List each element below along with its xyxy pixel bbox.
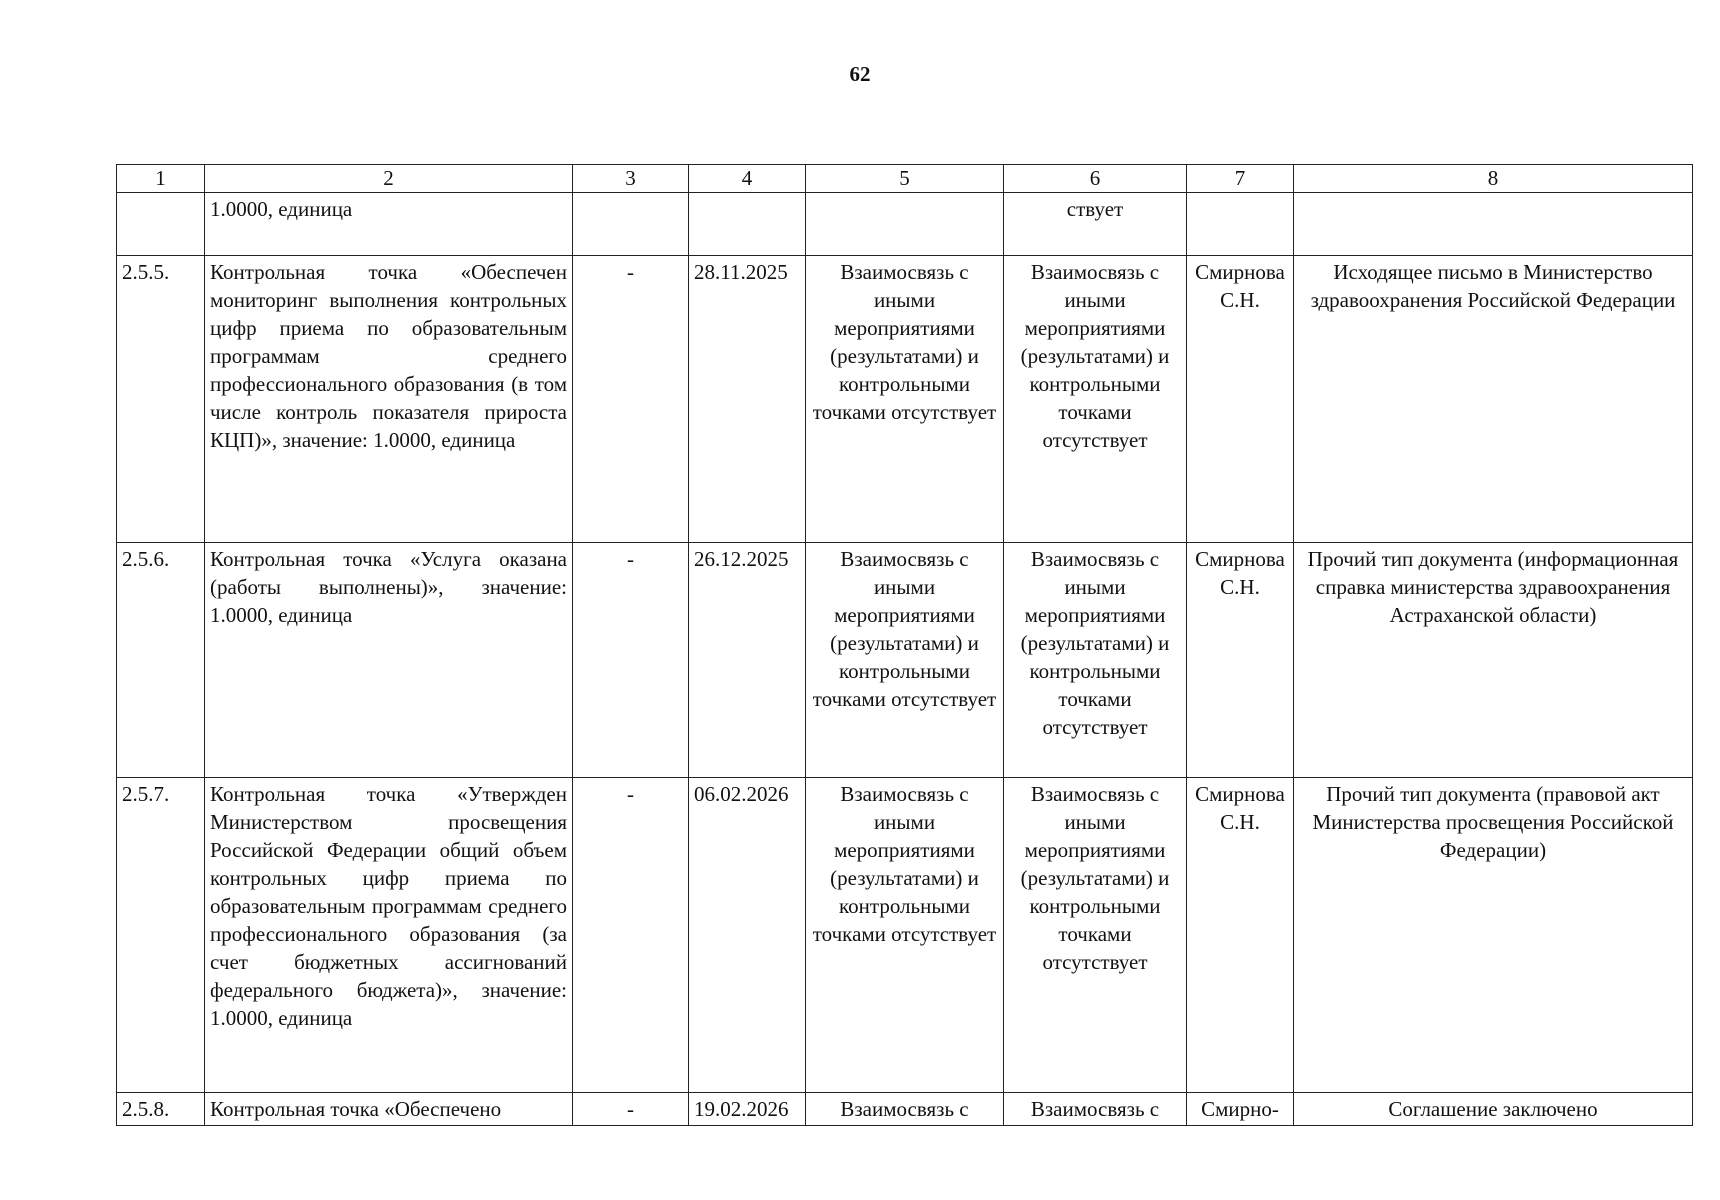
header-col-5: 5 [806,165,1004,193]
row-responsible: Смирнова С.Н. [1187,256,1294,543]
row-name: Контрольная точка «Услуга оказана (работы выполнены)», значение: 1.0000, единица [205,543,573,778]
row-date [689,193,806,256]
header-col-8: 8 [1294,165,1693,193]
row-date: 19.02.2026 [689,1093,806,1126]
row-name: Контрольная точка «Утвержден Министерством просвещения Российской Федерации общий объем контрольных цифр приема по образовательным программам среднего профессионального образования (за счет бюджетных ассигнований федерального бюджета)», значение: 1.0000, единица [205,778,573,1093]
row-col6: ствует [1004,193,1187,256]
header-col-6: 6 [1004,165,1187,193]
row-document: Соглашение заключено [1294,1093,1693,1126]
row-col3 [573,193,689,256]
row-date: 28.11.2025 [689,256,806,543]
row-date: 26.12.2025 [689,543,806,778]
table-row [117,1093,1693,1126]
table-row [117,193,1693,256]
row-number: 2.5.7. [117,778,205,1093]
row-responsible: Смирнова С.Н. [1187,778,1294,1093]
row-date: 06.02.2026 [689,778,806,1093]
row-responsible [1187,193,1294,256]
row-col6: Взаимосвязь с [1004,1093,1187,1126]
row-col3: - [573,543,689,778]
header-row [117,165,1693,193]
row-document [1294,193,1693,256]
row-document: Исходящее письмо в Министерство здравоохранения Российской Федерации [1294,256,1693,543]
row-col6: Взаимосвязь с иными мероприятиями (результатами) и контрольными точками отсутствует [1004,256,1187,543]
header-col-3: 3 [573,165,689,193]
row-col5: Взаимосвязь с иными мероприятиями (результатами) и контрольными точками отсутствует [806,778,1004,1093]
table-row [117,256,1693,543]
plan-table [116,164,1693,1126]
row-responsible: Смирно- [1187,1093,1294,1126]
row-col6: Взаимосвязь с иными мероприятиями (результатами) и контрольными точками отсутствует [1004,543,1187,778]
row-name: 1.0000, единица [205,193,573,256]
row-col5: Взаимосвязь с [806,1093,1004,1126]
row-name: Контрольная точка «Обеспечено [205,1093,573,1126]
row-col6: Взаимосвязь с иными мероприятиями (результатами) и контрольными точками отсутствует [1004,778,1187,1093]
row-document: Прочий тип документа (информационная справка министерства здравоохранения Астраханской области) [1294,543,1693,778]
header-col-4: 4 [689,165,806,193]
row-document: Прочий тип документа (правовой акт Министерства просвещения Российской Федерации) [1294,778,1693,1093]
row-col3: - [573,778,689,1093]
row-responsible: Смирнова С.Н. [1187,543,1294,778]
row-col5: Взаимосвязь с иными мероприятиями (результатами) и контрольными точками отсутствует [806,256,1004,543]
table-row [117,778,1693,1093]
row-col3: - [573,256,689,543]
row-number: 2.5.5. [117,256,205,543]
header-col-2: 2 [205,165,573,193]
row-col5 [806,193,1004,256]
row-name: Контрольная точка «Обеспечен мониторинг выполнения контрольных цифр приема по образовательным программам среднего профессионального образования (в том числе контроль показателя прироста КЦП)», значение: 1.0000, единица [205,256,573,543]
row-number: 2.5.8. [117,1093,205,1126]
row-number [117,193,205,256]
table-row [117,543,1693,778]
row-number: 2.5.6. [117,543,205,778]
row-col5: Взаимосвязь с иными мероприятиями (результатами) и контрольными точками отсутствует [806,543,1004,778]
header-col-1: 1 [117,165,205,193]
header-col-7: 7 [1187,165,1294,193]
page-number: 62 [849,62,871,86]
row-col3: - [573,1093,689,1126]
